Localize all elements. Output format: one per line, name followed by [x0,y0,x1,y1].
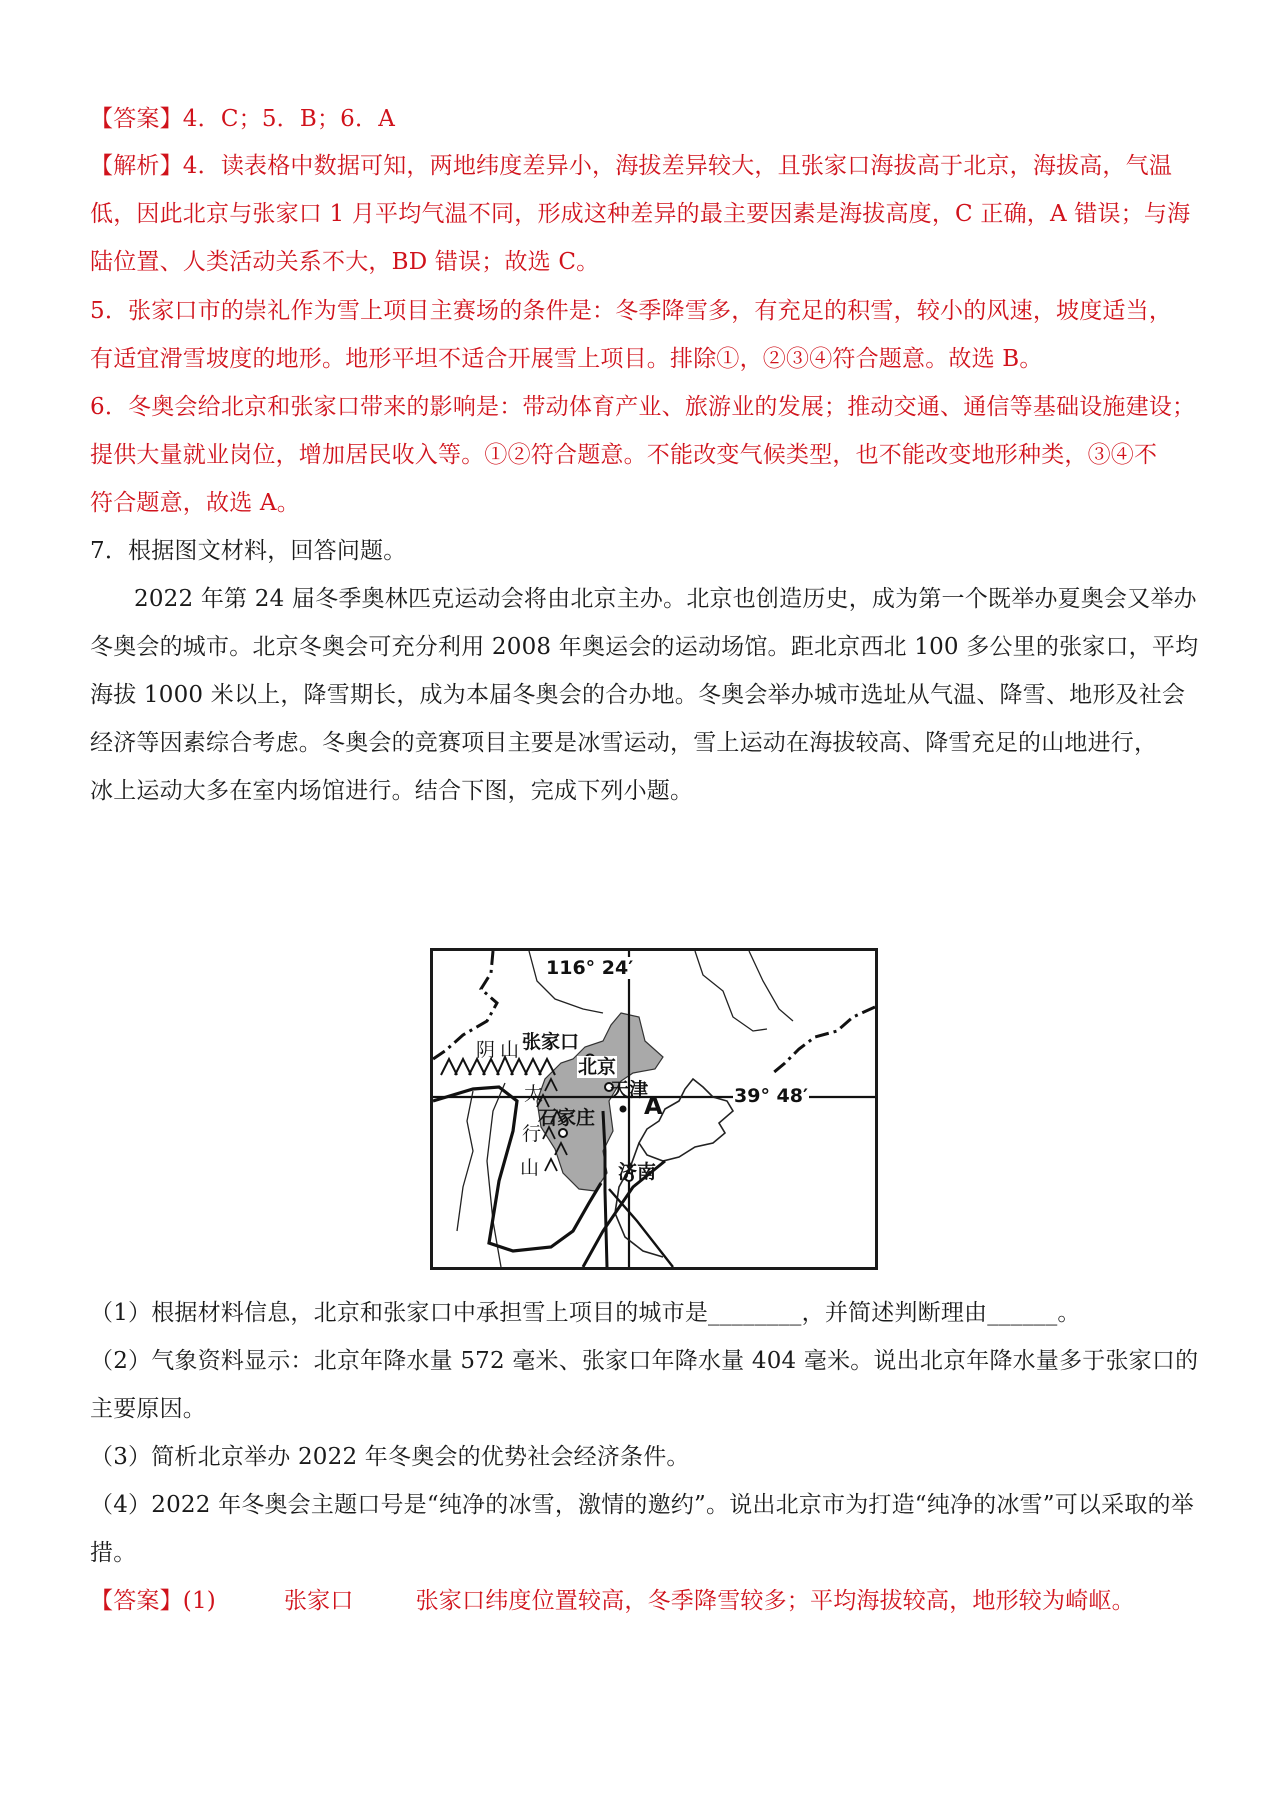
answer-prefix: 【答案】(1) [90,1588,216,1614]
material-line-3: 海拔 1000 米以上，降雪期长，成为本届冬奥会的合办地。冬奥会举办城市选址从气温、降雪、地形及社会 [90,682,1186,708]
sub-question-4-line-1: （4）2022 年冬奥会主题口号是“纯净的冰雪，激情的邀约”。说出北京市为打造“纯净的冰雪”可以采取的举 [90,1492,1194,1518]
jinan-label: 济南 [618,1161,657,1183]
analysis-q6-line-2: 提供大量就业岗位，增加居民收入等。①②符合题意。不能改变气候类型，也不能改变地形种类，③④不 [90,442,1158,468]
yin-mountain-char-1: 阴 [476,1039,496,1061]
shijiazhuang-dot [559,1129,567,1137]
railway-line-4 [609,1189,673,1267]
tianjin-dot [620,1106,627,1113]
point-a-label: A [644,1092,663,1120]
yin-mountain-hatch [441,1057,555,1075]
material-line-5: 冰上运动大多在室内场馆进行。结合下图，完成下列小题。 [90,778,694,804]
material-line-1: 2022 年第 24 届冬季奥林匹克运动会将由北京主办。北京也创造历史，成为第一个既举办夏奥会又举办 [134,586,1197,612]
river-line-3 [457,1091,473,1231]
analysis-q5-line-1: 5．张家口市的崇礼作为雪上项目主赛场的条件是：冬季降雪多，有充足的积雪，较小的风速，坡度适当， [90,298,1173,324]
analysis-q5-line-2: 有适宜滑雪坡度的地形。地形平坦不适合开展雪上项目。排除①，②③④符合题意。故选 B。 [90,346,1043,372]
taihang-mountain-char-1: 太 [524,1083,544,1105]
answer-line-7 [90,1586,1225,1616]
river-line-2 [695,951,767,1031]
analysis-q4-line-2: 低，因此北京与张家口 1 月平均气温不同，形成这种差异的最主要因素是海拔高度，C 正确，A 错误；与海 [90,201,1191,227]
analysis-q6-line-1: 6．冬奥会给北京和张家口带来的影响是：带动体育产业、旅游业的发展；推动交通、通信等基础设施建设； [90,394,1196,420]
analysis-q4-line-1: 【解析】4．读表格中数据可知，两地纬度差异小，海拔差异较大，且张家口海拔高于北京，海拔高，气温 [90,153,1173,179]
sub-question-2-line-2: 主要原因。 [90,1396,206,1422]
yin-mountain-char-2: 山 [500,1039,520,1061]
answer-line-4-6: 【答案】4．C；5．B；6．A [90,106,396,132]
sub-question-2-line-1: （2）气象资料显示：北京年降水量 572 毫米、张家口年降水量 404 毫米。说出北京年降水量多于张家口的 [90,1348,1199,1374]
longitude-label: 116° 24′ [546,957,634,979]
latitude-label: 39° 48′ [734,1085,809,1107]
beijing-label: 北京 [578,1056,617,1078]
sub-question-4-line-2: 措。 [90,1540,137,1566]
beijing-region-map [430,948,878,1270]
analysis-q6-line-3: 符合题意，故选 A。 [90,490,300,516]
analysis-q4-line-3: 陆位置、人类活动关系不大，BD 错误；故选 C。 [90,249,600,275]
answer-city: 张家口 [283,1588,354,1614]
material-line-2: 冬奥会的城市。北京冬奥会可充分利用 2008 年奥运会的运动场馆。距北京西北 100 多公里的张家口，平均 [90,634,1199,660]
taihang-mountain-char-2: 行 [522,1123,542,1145]
answer-reason: 张家口纬度位置较高，冬季降雪较多；平均海拔较高，地形较为崎岖。 [415,1588,1135,1614]
zhangjiakou-label: 张家口 [522,1031,580,1053]
material-line-4: 经济等因素综合考虑。冬奥会的竞赛项目主要是冰雪运动，雪上运动在海拔较高、降雪充足的山地进行， [90,730,1158,756]
taihang-mountain-char-3: 山 [520,1157,540,1179]
river-line-5 [749,951,793,1021]
sub-question-1: （1）根据材料信息，北京和张家口中承担雪上项目的城市是________，并简述判断理由______。 [90,1300,1081,1326]
question-7-stem: 7．根据图文材料，回答问题。 [90,538,407,564]
tianjin-label: 天津 [610,1079,649,1101]
shijiazhuang-label: 石家庄 [538,1107,596,1129]
sub-question-3: （3）简析北京举办 2022 年冬奥会的优势社会经济条件。 [90,1444,690,1470]
